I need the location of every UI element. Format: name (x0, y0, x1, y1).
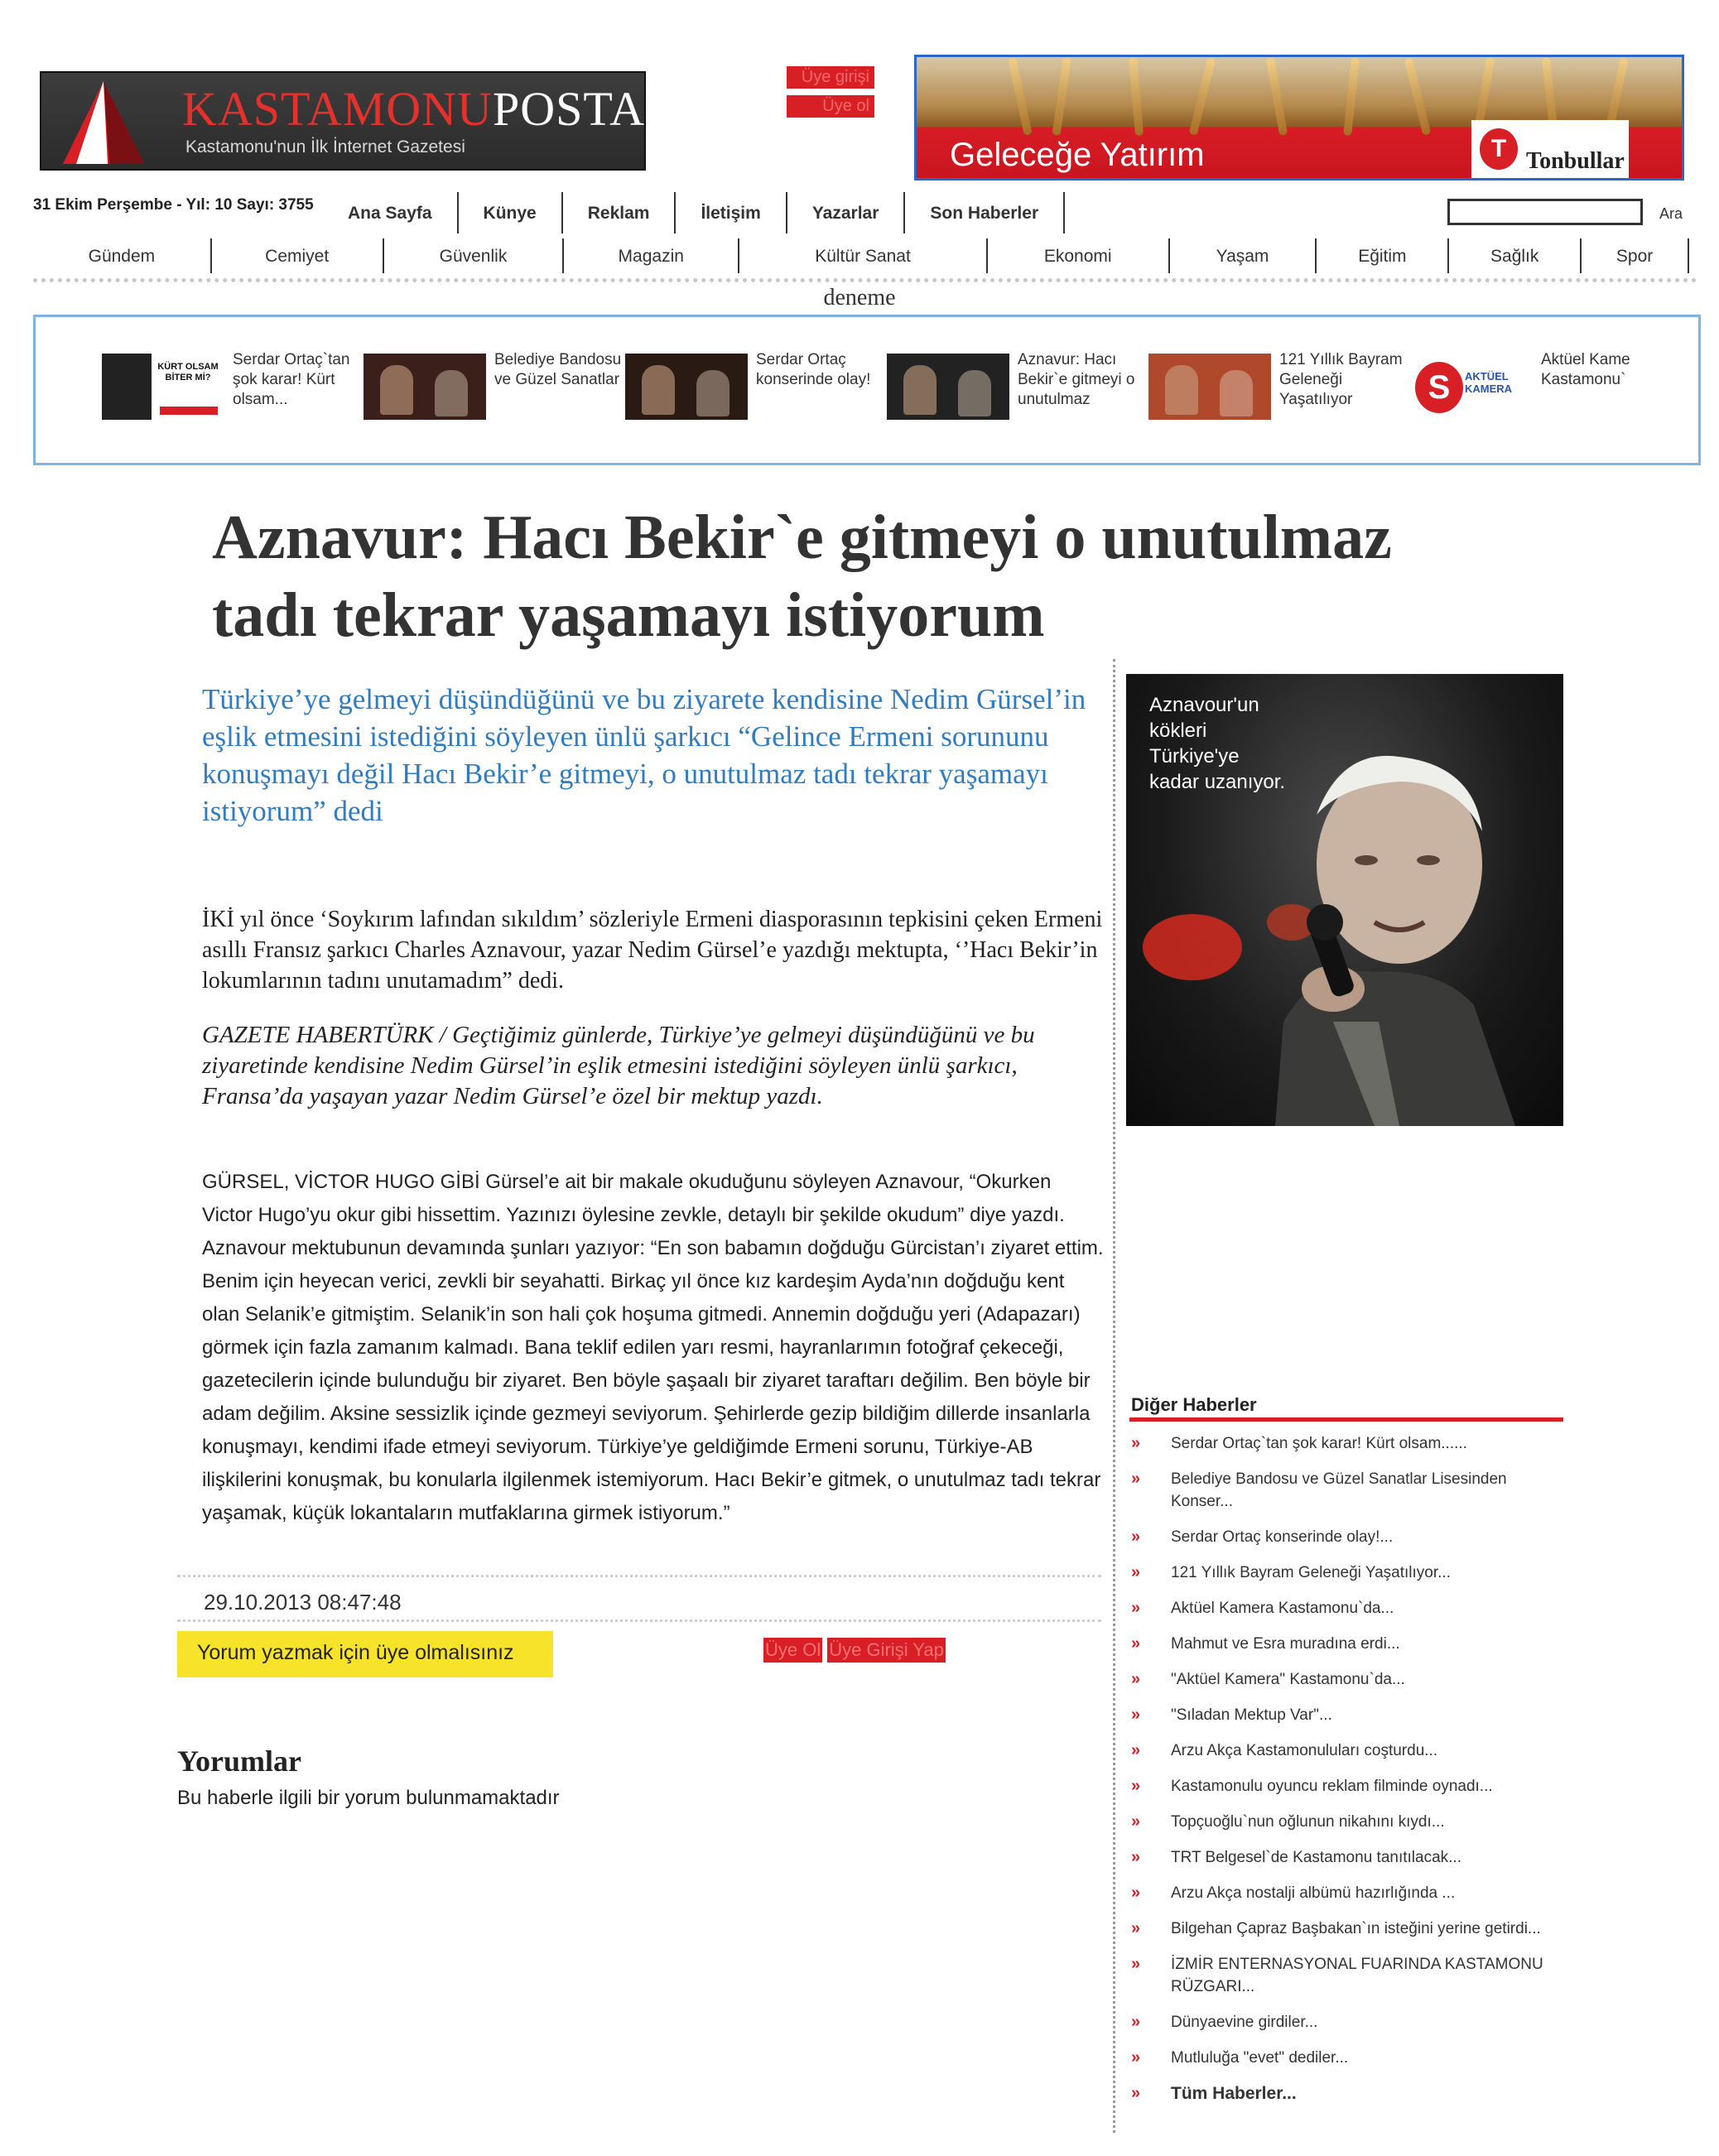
double-chevron-icon: » (1131, 2013, 1139, 2031)
other-news-link[interactable]: Aktüel Kamera Kastamonu`da... (1171, 1600, 1394, 1617)
member-login-link[interactable]: Üye girişi (787, 66, 874, 89)
divider (33, 278, 1697, 282)
top-nav-item[interactable]: Ana Sayfa (323, 192, 459, 233)
strip-thumbnail[interactable] (1148, 354, 1271, 420)
search-button[interactable]: Ara (1659, 205, 1683, 222)
category-nav-item[interactable]: Yaşam (1170, 238, 1317, 273)
banner-slogan: Geleceğe Yatırım (950, 137, 1205, 173)
thumb-label: AKTÜEL KAMERA (1465, 370, 1513, 395)
ad-banner[interactable] (914, 55, 1684, 180)
other-news-list (1131, 1432, 1570, 2118)
double-chevron-icon: » (1131, 1599, 1139, 1617)
double-chevron-icon: » (1131, 1777, 1139, 1795)
top-nav-item[interactable]: Reklam (563, 192, 677, 233)
top-nav (323, 192, 1065, 233)
category-nav-item[interactable]: Cemiyet (212, 238, 384, 273)
top-nav-item[interactable]: İletişim (676, 192, 787, 233)
strip-title: deneme (823, 285, 896, 310)
double-chevron-icon: » (1131, 1848, 1139, 1866)
site-logo[interactable] (40, 71, 690, 171)
other-news-link[interactable]: "Sıladan Mektup Var"... (1171, 1706, 1332, 1724)
other-news-item[interactable] (1131, 1918, 1570, 1940)
other-news-item[interactable] (1131, 1432, 1570, 1455)
column-divider (1113, 659, 1115, 2133)
comment-login-link[interactable]: Üye Girişi Yap (827, 1638, 946, 1663)
other-news-link[interactable]: Arzu Akça Kastamonuluları coşturdu... (1171, 1742, 1438, 1759)
other-news-link[interactable]: Dünyaevine girdiler... (1171, 2014, 1318, 2031)
category-nav-item[interactable]: Güvenlik (384, 238, 565, 273)
category-nav-item[interactable]: Kültür Sanat (739, 238, 988, 273)
top-nav-item[interactable]: Yazarlar (787, 192, 906, 233)
comments-title: Yorumlar (177, 1745, 301, 1778)
other-news-item[interactable] (1131, 1633, 1570, 1655)
other-news-link[interactable]: "Aktüel Kamera" Kastamonu`da... (1171, 1671, 1405, 1688)
wheat-decoration (1052, 57, 1071, 136)
other-news-link[interactable]: Arzu Akça nostalji albümü hazırlığında ... (1171, 1884, 1456, 1902)
double-chevron-icon: » (1131, 1434, 1139, 1452)
member-signup-link[interactable]: Üye ol (787, 95, 874, 118)
other-news-item[interactable] (1131, 2011, 1570, 2033)
double-chevron-icon: » (1131, 1706, 1139, 1724)
other-news-item[interactable] (1131, 1953, 1570, 1998)
other-news-item[interactable] (1131, 1668, 1570, 1691)
article-paragraph: İKİ yıl önce ‘Soykırım lafından sıkıldım’ sözleriyle Ermeni diasporasının tepkisini çeken Ermeni asıllı Fransız şarkıcı Charles Aznavour, yazar Nedim Gürsel’e yazdığı mektupta, ‘’Hacı Bekir’in lokumlarının tadını unutamadım” dedi. (202, 907, 1103, 994)
double-chevron-icon: » (1131, 1634, 1139, 1653)
other-news-link[interactable]: Mutluluğa "evet" dediler... (1171, 2049, 1349, 2067)
comment-signup-link[interactable]: Üye Ol (763, 1638, 822, 1663)
all-news-item[interactable] (1131, 2082, 1570, 2105)
search-input[interactable] (1447, 199, 1643, 225)
top-nav-item[interactable]: Künye (459, 192, 563, 233)
article-title: Aznavur: Hacı Bekir`e gitmeyi o unutulmaz tadı tekrar yaşamayı istiyorum (212, 503, 1392, 650)
other-news-link[interactable]: Kastamonulu oyuncu reklam filminde oynadı... (1171, 1778, 1493, 1795)
wheat-decoration (1008, 57, 1033, 136)
strip-thumbnail[interactable] (887, 354, 1009, 420)
category-nav-item[interactable]: Ekonomi (988, 238, 1170, 273)
article-date: 29.10.2013 08:47:48 (204, 1590, 402, 1615)
other-news-item[interactable] (1131, 2047, 1570, 2069)
double-chevron-icon: » (1131, 1812, 1139, 1831)
double-chevron-icon: » (1131, 1884, 1139, 1902)
logo-triangle-icon (58, 78, 149, 167)
wheat-decoration (1343, 57, 1360, 137)
other-news-item[interactable] (1131, 1882, 1570, 1904)
divider (177, 1575, 1101, 1577)
double-chevron-icon: » (1131, 1470, 1139, 1488)
category-nav (33, 238, 1689, 273)
comments-empty-text: Bu haberle ilgili bir yorum bulunmamaktadır (177, 1787, 560, 1809)
comment-warning: Yorum yazmak için üye olmalısınız (177, 1631, 553, 1677)
wheat-decoration (1266, 57, 1288, 136)
double-chevron-icon: » (1131, 1919, 1139, 1937)
strip-thumbnail[interactable] (1410, 354, 1533, 420)
brand-t-icon: T (1480, 128, 1518, 170)
banner-brand-logo (1471, 120, 1629, 180)
strip-thumbnail[interactable] (102, 354, 224, 420)
article-photo (1126, 674, 1563, 1126)
article-lead: Türkiye’ye gelmeyi düşündüğünü ve bu ziyarete kendisine Nedim Gürsel’in eşlik etmesini istediğini söyleyen ünlü şarkıcı “Gelince Ermeni sorununu konuşmayı değil Hacı Bekir’e gitmeyi, o unutulmaz tadı tekrar yaşamayı istiyorum” dedi (202, 683, 1086, 827)
strip-thumbnail[interactable] (364, 354, 486, 420)
strip-headline-text[interactable]: Aktüel Kame Kastamonu` (1541, 351, 1630, 388)
other-news-item[interactable] (1131, 1740, 1570, 1762)
other-news-item[interactable] (1131, 1811, 1570, 1833)
other-news-link[interactable]: 121 Yıllık Bayram Geleneği Yaşatılıyor... (1171, 1564, 1451, 1581)
other-news-item[interactable] (1131, 1526, 1570, 1548)
other-news-link[interactable]: Bilgehan Çapraz Başbakan`ın isteğini yerine getirdi... (1171, 1920, 1541, 1937)
category-nav-item[interactable]: Eğitim (1317, 238, 1449, 273)
member-links (787, 66, 874, 124)
other-news-item[interactable] (1131, 1597, 1570, 1619)
article-paragraph-italic: GAZETE HABERTÜRK / Geçtiğimiz günlerde, Türkiye’ye gelmeyi düşündüğünü ve bu ziyaretinde kendisine Nedim Gürsel’in eşlik etmesini istediğini söyleyen ünlü şarkıcı, Fransa’da yaşayan yazar Nedim Gürsel’e özel bir mektup yazdı. (202, 1022, 1035, 1109)
wheat-decoration (1129, 57, 1144, 137)
other-news-rule (1129, 1417, 1563, 1422)
other-news-link[interactable]: Serdar Ortaç`tan şok karar! Kürt olsam...... (1171, 1435, 1467, 1452)
article-paragraph: GÜRSEL, VİCTOR HUGO GİBİ Gürsel’e ait bir makale okuduğunu söyleyen Aznavour, “Okurken Victor Hugo’yu okur gibi hissettim. Yazınızı öylesine zevkle, detaylı bir şekilde okudum” diye yazdı. Aznavour mektubunun devamında şunları yazıyor: “En son babamın doğduğu Gürcistan’ı ziyaret ettim. Benim için heyecan verici, zevkli bir seyahatti. Birkaç yıl önce kız kardeşim Ayda’nın doğduğu kent olan Selanik’e gitmiştim. Selanik’in son hali çok hoşuma gitmedi. Annemin doğduğu yeri (Adapazarı) görmek için fazla zamanım kalmadı. Bana teklif edilen yarı resmi, hayranlarımın fotoğraf çekeceği, gazetecilerin içinde bulunduğu bir ziyaret. Ben böyle şaşaalı bir ziyaret taraftarı değilim. Ben böyle bir adam değilim. Aksine sessizlik içinde gezmeyi seviyorum. Şehirlerde gezip bildiğim dillerde insanlarla konuşmayı, kendimi ifade etmeyi seviyorum. Türkiye’ye geldiğimde Ermeni sorunu, Türkiye-AB ilişkilerini konuşmak, bu konularla ilgilenmek istemiyorum. Hacı Bekir’e gitmek, o unutulmaz tadı tekrar yaşamak, küçük lokantaların mutfaklarına girmek istiyorum.” (202, 1171, 1104, 1524)
logo-tagline: Kastamonu'nun İlk İnternet Gazetesi (185, 137, 465, 156)
strip-headline-text[interactable]: Serdar Ortaç konserinde olay! (756, 351, 871, 388)
wheat-decoration (1404, 57, 1432, 136)
aktuel-logo-icon: S (1415, 362, 1463, 413)
dateline: 31 Ekim Perşembe - Yıl: 10 Sayı: 3755 (33, 196, 314, 214)
other-news-item[interactable] (1131, 1775, 1570, 1797)
other-news-link[interactable]: İZMİR ENTERNASYONAL FUARINDA KASTAMONU RÜZGARI... (1171, 1956, 1543, 1995)
strip-headline-text[interactable]: Serdar Ortaç`tan şok karar! Kürt olsam... (233, 351, 350, 408)
photo-caption: Aznavour'un kökleri Türkiye'ye kadar uzanıyor. (1149, 694, 1286, 793)
top-nav-item[interactable]: Son Haberler (905, 192, 1065, 233)
other-news-item[interactable] (1131, 1846, 1570, 1869)
headline-strip (33, 315, 1701, 465)
brand-name: Tonbullar (1526, 148, 1625, 174)
category-nav-item[interactable]: Magazin (564, 238, 739, 273)
category-nav-item[interactable]: Gündem (33, 238, 212, 273)
all-news-link[interactable]: Tüm Haberler... (1171, 2084, 1297, 2103)
double-chevron-icon: » (1131, 1741, 1139, 1759)
category-nav-item[interactable]: Spor (1582, 238, 1689, 273)
category-nav-item[interactable]: Sağlık (1449, 238, 1582, 273)
strip-headline-text[interactable]: Belediye Bandosu ve Güzel Sanatlar (494, 351, 622, 388)
double-chevron-icon: » (1131, 2048, 1139, 2067)
other-news-link[interactable]: TRT Belgesel`de Kastamonu tanıtılacak... (1171, 1849, 1461, 1866)
other-news-item[interactable] (1131, 1562, 1570, 1584)
other-news-item[interactable] (1131, 1468, 1570, 1513)
other-news-link[interactable]: Belediye Bandosu ve Güzel Sanatlar Lisesinden Konser... (1171, 1470, 1507, 1510)
other-news-item[interactable] (1131, 1704, 1570, 1726)
other-news-link[interactable]: Mahmut ve Esra muradına erdi... (1171, 1635, 1400, 1653)
divider (177, 1619, 1101, 1622)
double-chevron-icon: » (1131, 1563, 1139, 1581)
strip-headline-text[interactable]: Aznavur: Hacı Bekir`e gitmeyi o unutulmaz (1018, 351, 1135, 408)
wheat-decoration (1189, 57, 1216, 136)
comment-auth-links (763, 1638, 951, 1663)
strip-headline-text[interactable]: 121 Yıllık Bayram Geleneği Yaşatılıyor (1279, 351, 1403, 408)
thumb-label: KÜRT OLSAM BİTER Mİ? (157, 362, 219, 383)
other-news-link[interactable]: Topçuoğlu`nun oğlunun nikahını kıydı... (1171, 1813, 1445, 1831)
other-news-link[interactable]: Serdar Ortaç konserinde olay!... (1171, 1528, 1394, 1546)
other-news-title: Diğer Haberler (1131, 1394, 1257, 1415)
double-chevron-icon: » (1131, 2084, 1139, 2102)
double-chevron-icon: » (1131, 1955, 1139, 1973)
double-chevron-icon: » (1131, 1528, 1139, 1546)
logo-title: KASTAMONUPOSTASI (182, 82, 690, 136)
strip-thumbnail[interactable] (625, 354, 748, 420)
double-chevron-icon: » (1131, 1670, 1139, 1688)
